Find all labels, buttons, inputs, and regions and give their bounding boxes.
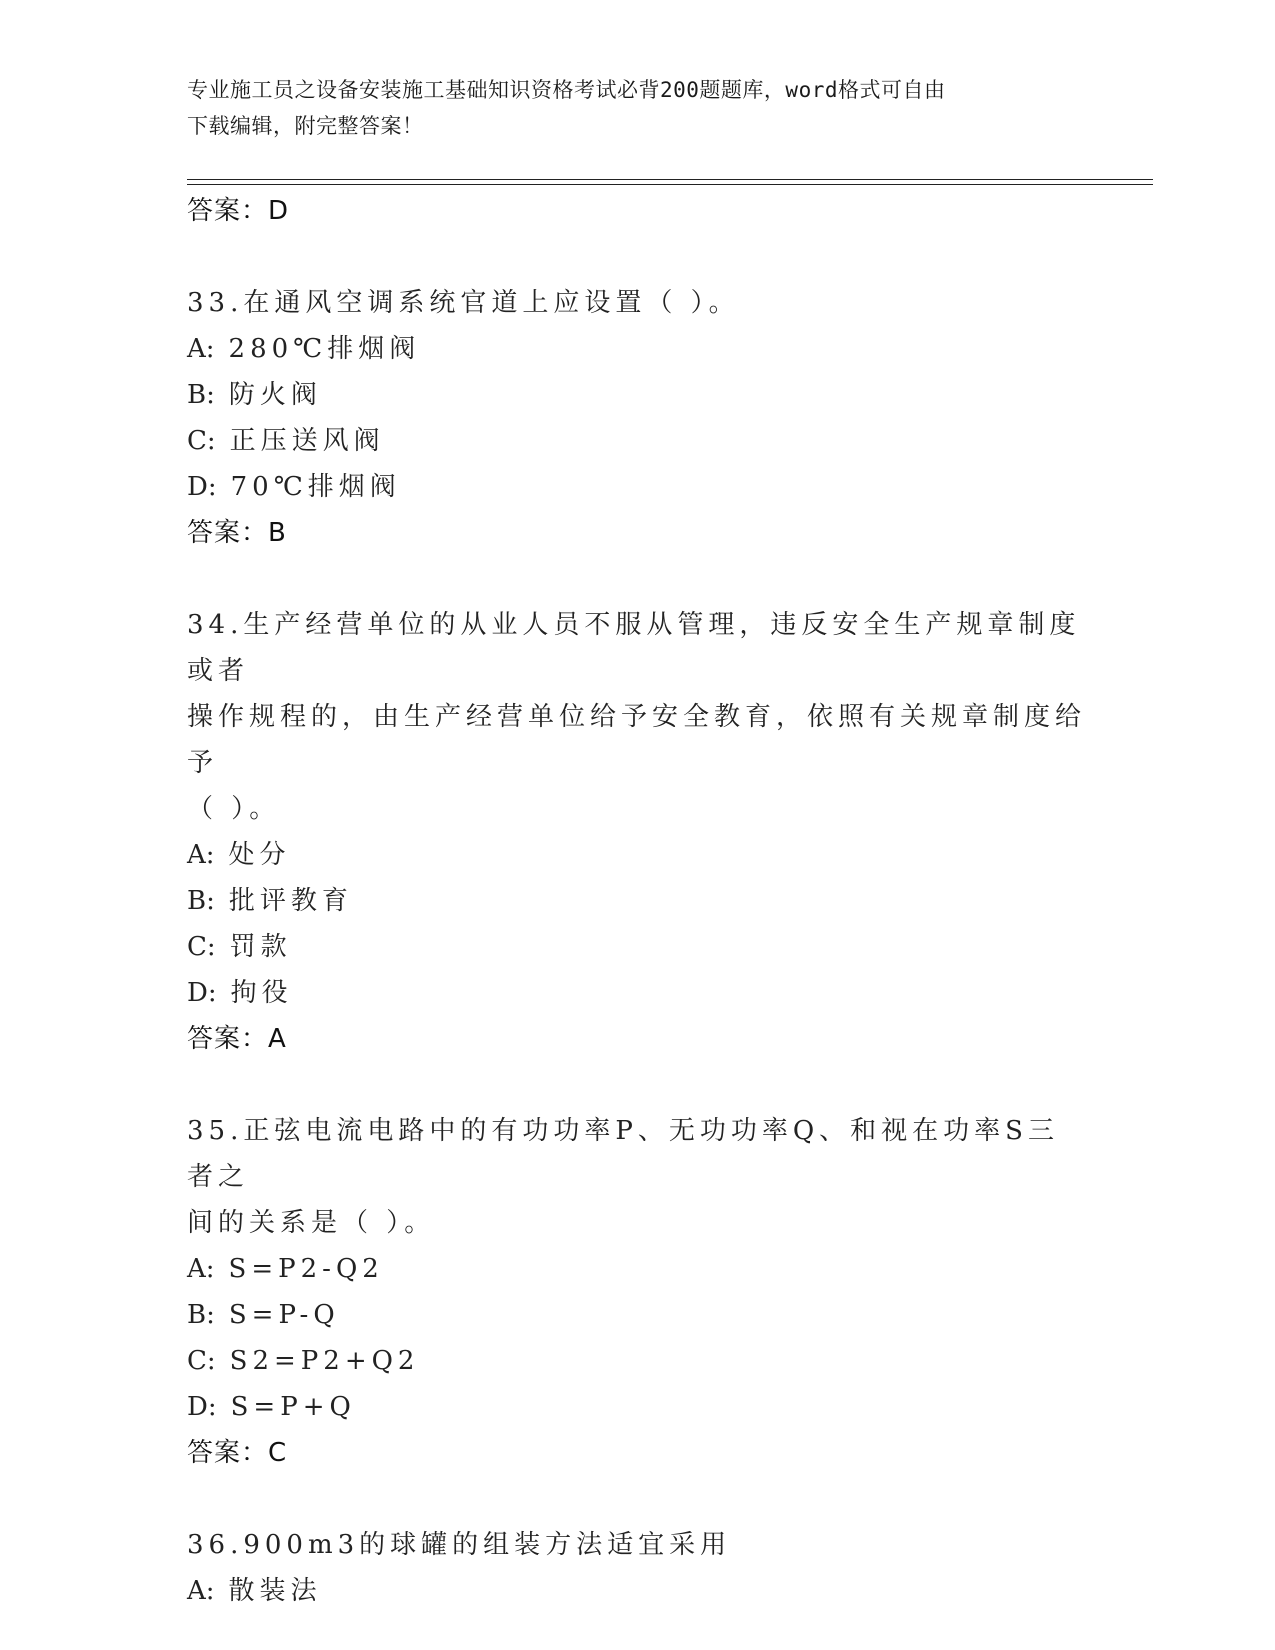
option-text: 防火阀 [228,380,322,410]
option-a [187,1246,1087,1292]
option-label: D: [187,472,217,502]
answer: 答案：A [187,1024,287,1054]
option-text: 散装法 [228,1576,322,1606]
spacer [187,234,1087,280]
question-36 [187,1522,1087,1614]
question-text-line-3: （ ）。 [187,794,281,824]
option-label: D: [187,1392,217,1422]
option-text: 拘役 [230,978,293,1008]
question-35 [187,1108,1087,1476]
question-text: 36.900m3的球罐的组装方法适宜采用 [187,1530,732,1560]
question-34 [187,602,1087,1062]
option-b [187,878,1087,924]
option-text: 280℃排烟阀 [228,334,421,364]
option-c [187,1338,1087,1384]
question-text: 33.在通风空调系统官道上应设置（ ）。 [187,288,740,318]
option-a [187,832,1087,878]
option-text: S=P+Q [230,1392,356,1422]
option-label: D: [187,978,217,1008]
option-label: A: [187,334,215,364]
option-text: 70℃排烟阀 [230,472,401,502]
question-text-line-2: 间的关系是（ ）。 [187,1208,436,1238]
header-divider-top [187,179,1153,180]
question-33 [187,280,1087,556]
option-a [187,1568,1087,1614]
header-line-2: 下载编辑，附完整答案！ [187,114,424,138]
answer: 答案：B [187,518,287,548]
option-c [187,924,1087,970]
spacer [187,1476,1087,1522]
document-header [187,72,1077,144]
option-d [187,970,1087,1016]
option-d [187,464,1087,510]
option-text: 批评教育 [228,886,353,916]
option-c [187,418,1087,464]
option-text: 罚款 [229,932,292,962]
answer: 答案：C [187,1438,288,1468]
option-label: A: [187,1576,215,1606]
option-b [187,1292,1087,1338]
option-label: C: [187,426,216,456]
option-label: B: [187,380,215,410]
option-label: C: [187,1346,216,1376]
option-label: C: [187,932,216,962]
spacer [187,556,1087,602]
spacer [187,1062,1087,1108]
option-label: B: [187,1300,215,1330]
option-text: 处分 [228,840,291,870]
question-list [187,188,1087,1614]
option-label: B: [187,886,215,916]
header-line-1: 专业施工员之设备安装施工基础知识资格考试必背200题题库，word格式可自由 [187,78,946,102]
option-text: S=P2-Q2 [228,1254,384,1284]
option-b [187,372,1087,418]
header-divider-bottom [187,184,1153,185]
option-text: S2=P2+Q2 [229,1346,420,1376]
question-text-line-2: 操作规程的，由生产经营单位给予安全教育，依照有关规章制度给予 [187,702,1087,778]
option-text: 正压送风阀 [229,426,385,456]
option-label: A: [187,840,215,870]
question-text-line-1: 35.正弦电流电路中的有功功率P、无功功率Q、和视在功率S三者之 [187,1116,1059,1192]
option-label: A: [187,1254,215,1284]
option-a [187,326,1087,372]
option-d [187,1384,1087,1430]
option-text: S=P-Q [228,1300,340,1330]
question-text-line-1: 34.生产经营单位的从业人员不服从管理，违反安全生产规章制度或者 [187,610,1081,686]
answer-prev: 答案：D [187,196,290,226]
